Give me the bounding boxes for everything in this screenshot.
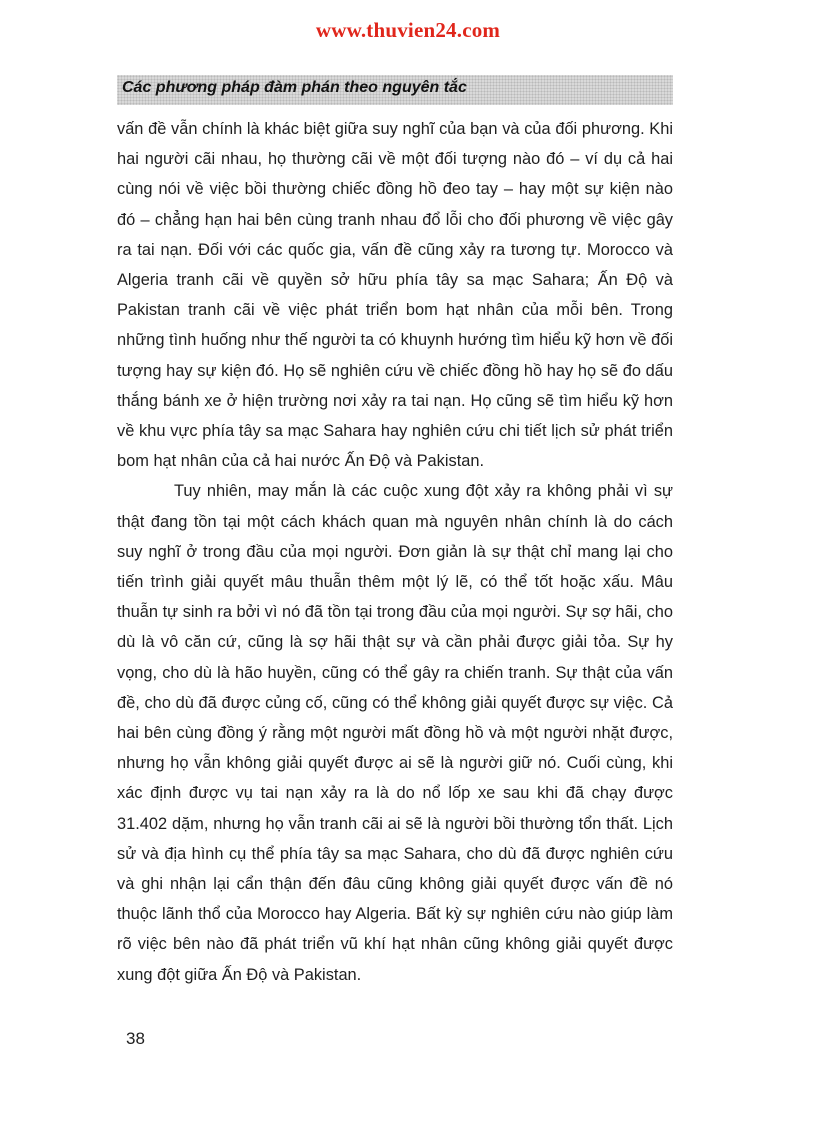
body-text: [117, 114, 673, 990]
chapter-header-band: [117, 75, 673, 105]
chapter-header-title: Các phương pháp đàm phán theo nguyên tắc: [122, 79, 467, 96]
paragraph-continued: vấn đề vẫn chính là khác biệt giữa suy nghĩ của bạn và của đối phương. Khi hai người cãi nhau, họ thường cãi về một đối tượng nào đó – ví dụ cả hai cùng nói về việc bồi thường chiếc đồng hồ đeo tay – hay một sự kiện nào đó – chẳng hạn hai bên cùng tranh nhau đổ lỗi cho đối phương về việc gây ra tai nạn. Đối với các quốc gia, vấn đề cũng xảy ra tương tự. Morocco và Algeria tranh cãi về quyền sở hữu phía tây sa mạc Sahara; Ấn Độ và Pakistan tranh cãi về việc phát triển bom hạt nhân của mỗi bên. Trong những tình huống như thế người ta có khuynh hướng tìm hiểu kỹ hơn về đối tượng hay sự kiện đó. Họ sẽ nghiên cứu về chiếc đồng hồ hay họ sẽ đo dấu thắng bánh xe ở hiện trường nơi xảy ra tai nạn. Họ cũng sẽ tìm hiểu kỹ hơn về khu vực phía tây sa mạc Sahara hay nghiên cứu chi tiết lịch sử phát triển bom hạt nhân của cả hai nước Ấn Độ và Pakistan.: [117, 120, 673, 471]
website-watermark: www.thuvien24.com: [315, 18, 501, 42]
paragraph: Tuy nhiên, may mắn là các cuộc xung đột xảy ra không phải vì sự thật đang tồn tại một cách khách quan mà nguyên nhân chính là do cách suy nghĩ ở trong đầu của mọi người. Đơn giản là sự thật chỉ mang lại cho tiến trình giải quyết mâu thuẫn thêm một lý lẽ, có thể tốt hoặc xấu. Mâu thuẫn tự sinh ra bởi vì nó đã tồn tại trong đầu của mọi người. Sự sợ hãi, cho dù là vô căn cứ, cũng là sợ hãi thật sự và cần phải được giải tỏa. Sự hy vọng, cho dù là hão huyền, cũng có thể gây ra chiến tranh. Sự thật của vấn đề, cho dù đã được củng cố, cũng có thể không giải quyết được sự việc. Cả hai bên cùng đồng ý rằng một người mất đồng hồ và một người nhặt được, nhưng họ vẫn không giải quyết được ai sẽ là người giữ nó. Cuối cùng, khi xác định được vụ tai nạn xảy ra là do nổ lốp xe sau khi đã chạy được 31.402 dặm, nhưng họ vẫn tranh cãi ai sẽ là người bồi thường tổn thất. Lịch sử và địa hình cụ thể phía tây sa mạc Sahara, cho dù đã được nghiên cứu và ghi nhận lại cẩn thận đến đâu cũng không giải quyết được vấn đề nó thuộc lãnh thổ của Morocco hay Algeria. Bất kỳ sự nghiên cứu nào giúp làm rõ việc bên nào đã phát triển vũ khí hạt nhân cũng không giải quyết được xung đột giữa Ấn Độ và Pakistan.: [117, 482, 673, 984]
page-number: 38: [126, 1029, 145, 1048]
